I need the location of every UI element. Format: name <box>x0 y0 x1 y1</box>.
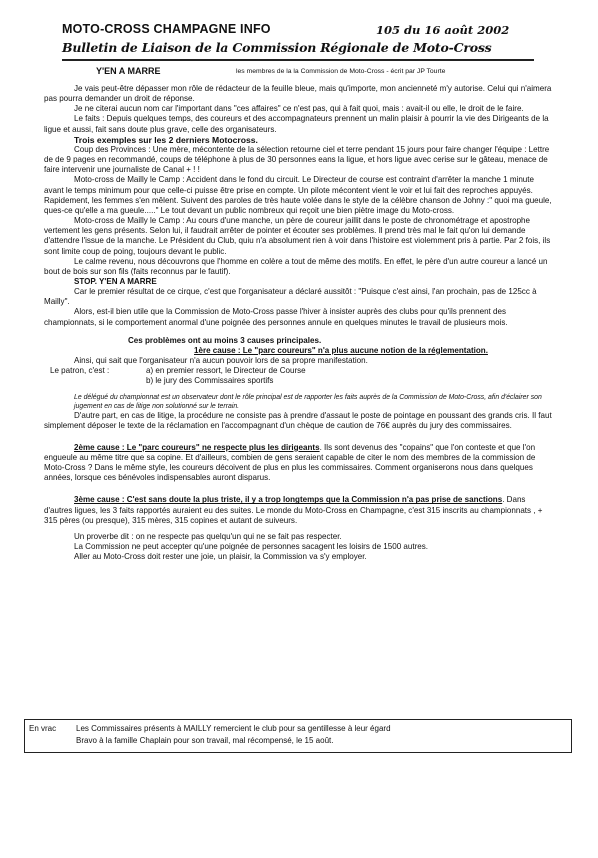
cause3-paragraph <box>44 495 554 525</box>
paragraph: Moto-cross de Mailly le Camp : Accident dans le fond du circuit. Le Directeur de course est contraint d'arrêter la manche 1 minute avant le temps minimum pour que celle-ci puisse être prise en compte. Un pilote mécontent vient le voir et lui fait des reproches appuyés. Rapidement, les femmes s'en mêlent. Suivent des paroles de très haute volée dans le style de la célèbre chanson de Johny :" quoi ma gueule, ques-ce qu'elle a ma gueule....." Le tout devant un public nombreux qui reçoit une bien piètre image du Moto-cross. <box>44 175 552 215</box>
paragraph: Alors, est-il bien utile que la Commission de Moto-Cross passe l'hiver à insister auprès des clubs pour qu'ils prennent des championnats, si le comportement anormal d'une poignée des personnes annule en quelques minutes le travail de plusieurs mois. <box>44 307 508 327</box>
examples-heading: Trois exemples sur les 2 derniers Motocross. <box>74 134 258 145</box>
paragraph: Car le premier résultat de ce cirque, c'est que l'organisateur a déclaré aussitôt : "Puisque c'est ainsi, l'an prochain, pas de 125cc à Mailly". <box>44 287 537 307</box>
paragraph: Le faits : Depuis quelques temps, des coureurs et des accompagnateurs prennent un malin plaisir à pourrir la vie des Dirigeants de la ligue et aussi, fait sans doute plus grave, celle des organisateurs. <box>44 114 549 134</box>
cause3-text: . Dans d'autres ligues, les 3 faits rapportés auraient eu des suites. Le monde du Moto-Cross en Champagne, c'est 315 inscrits au championnats , + 315 pères (ou presque), 315 mères, 315 copines et autant de suiveurs. <box>44 495 543 525</box>
article-body <box>44 84 554 562</box>
newsletter-title: MOTO-CROSS CHAMPAGNE INFO <box>62 22 271 36</box>
cause1-title: 1ère cause : Le "parc coureurs" n'a plus aucune notion de la réglementation. <box>194 345 488 355</box>
patron-list <box>44 366 554 386</box>
article-credit: les membres de la la Commission de Moto-Cross - écrit par JP Tourte <box>236 68 446 75</box>
cause2-paragraph <box>44 443 554 484</box>
issue-number-date: 105 du 16 août 2002 <box>376 23 510 37</box>
paragraph: Je vais peut-être dépasser mon rôle de rédacteur de la feuille bleue, mais qu'importe, mon ancienneté m'y autorise. Celui qui n'aimera pas pourra demander un droit de réponse. <box>44 84 552 104</box>
stop-heading: STOP. Y'EN A MARRE <box>74 276 157 286</box>
box-line: Bravo à la famille Chaplain pour son travail, mal récompensé, le 15 août. <box>76 736 334 745</box>
cause3-title: 3ème cause : C'est sans doute la plus triste, il y a trop longtemps que la Commission n'a pas prise de sanctions <box>74 495 503 505</box>
patron-label: Le patron, c'est : <box>50 366 110 376</box>
closing-line: La Commission ne peut accepter qu'une poignée de personnes sacagent les loisirs de 1500 autres. <box>74 542 429 552</box>
closing-line: Un proverbe dit : on ne respecte pas quelqu'un qui ne se fait pas respecter. <box>74 531 342 541</box>
header-rule <box>62 59 534 61</box>
box-label: En vrac <box>29 724 57 733</box>
patron-item-b: b) le jury des Commissaires sportifs <box>146 376 274 386</box>
cause2-title: 2ème cause : Le "parc coureurs" ne respecte plus les dirigeants <box>74 442 320 452</box>
paragraph: Ainsi, qui sait que l'organisateur n'a aucun pouvoir lors de sa propre manifestation. <box>74 356 368 366</box>
en-vrac-box <box>24 719 572 753</box>
cause2-text: . Ils sont devenus des "copains" que l'on conteste et que l'on engueule au même titre que sa copine. Et d'ailleurs, combien de gens seraient capable de citer le nom des membres de la commission de Moto-Cross ? Dans le même style, les coureurs décoivent de plus en plus les commissaires. Comment organiserons nous dans quelques années, lorsque ces bénévoles indispensables auront disparus. <box>44 442 536 483</box>
paragraph: Je ne citerai aucun nom car l'important dans "ces affaires" ce n'est pas, qui à fait quoi, mais : avait-il ou elle, le droit de le faire. <box>74 104 524 114</box>
patron-item-a: a) en premier ressort, le Directeur de Course <box>146 366 306 376</box>
closing-line: Aller au Moto-Cross doit rester une joie, un plaisir, la Commission va s'y employer. <box>74 552 367 562</box>
paragraph: Le calme revenu, nous découvrons que l'homme en colère a tout de même des motifs. En effet, le père d'un autre coureur a lancé un bout de bois sur son fils (faits reconnus par le fautif). <box>44 256 548 276</box>
paragraph: D'autre part, en cas de litige, la procédure ne consiste pas à prendre d'assaut le poste de pointage en poussant des grands cris. Il faut simplement déposer le texte de la réclamation en l'accompagnant d'un chèque de caution de 76€ auprès du jury des commissaires. <box>44 410 552 430</box>
delegue-note: Le délégué du championnat est un observateur dont le rôle principal est de rapporter les faits auprès de la Commission de Moto-Cross, afin d'éclairer son jugement en cas de litige non solutionné sur le terrain. <box>74 393 542 410</box>
newsletter-subtitle: Bulletin de Liaison de la Commission Régionale de Moto-Cross <box>62 40 492 55</box>
box-line: Les Commissaires présents à MAILLY remercient le club pour sa gentillesse à leur égard <box>76 724 391 733</box>
paragraph: Coup des Provinces : Une mère, mécontente de la sélection retourne ciel et terre pendant 15 jours pour faire changer l'équipe : Lettre de de 9 pages en recommandé, coups de téléphone à plus de 30 personnes eans la ligue, et hors ligue avec cerise sur le gâteau, menace de faire intervenir une journaliste de Canal + ! ! <box>44 144 550 175</box>
causes-heading: Ces problèmes ont au moins 3 causes principales. <box>128 335 322 345</box>
paragraph: Moto-cross de Mailly le Camp : Au cours d'une manche, un père de coureur jaillit dans le poste de chronométrage et apostrophe vertement les gens présents. Selon lui, il faudrait arrêter de pointer et écouter ses problèmes. Il prend très mal le fait qu'on lui demande d'attendre l'issue de la manche. Le Président du Club, quiu n'a absolument rien à voir dans l'histoire est violemment pris à partie. Par 2 fois, ils sont limite coup de poing, toujours devant le public. <box>44 216 551 256</box>
article-heading: Y'EN A MARRE <box>96 66 161 76</box>
